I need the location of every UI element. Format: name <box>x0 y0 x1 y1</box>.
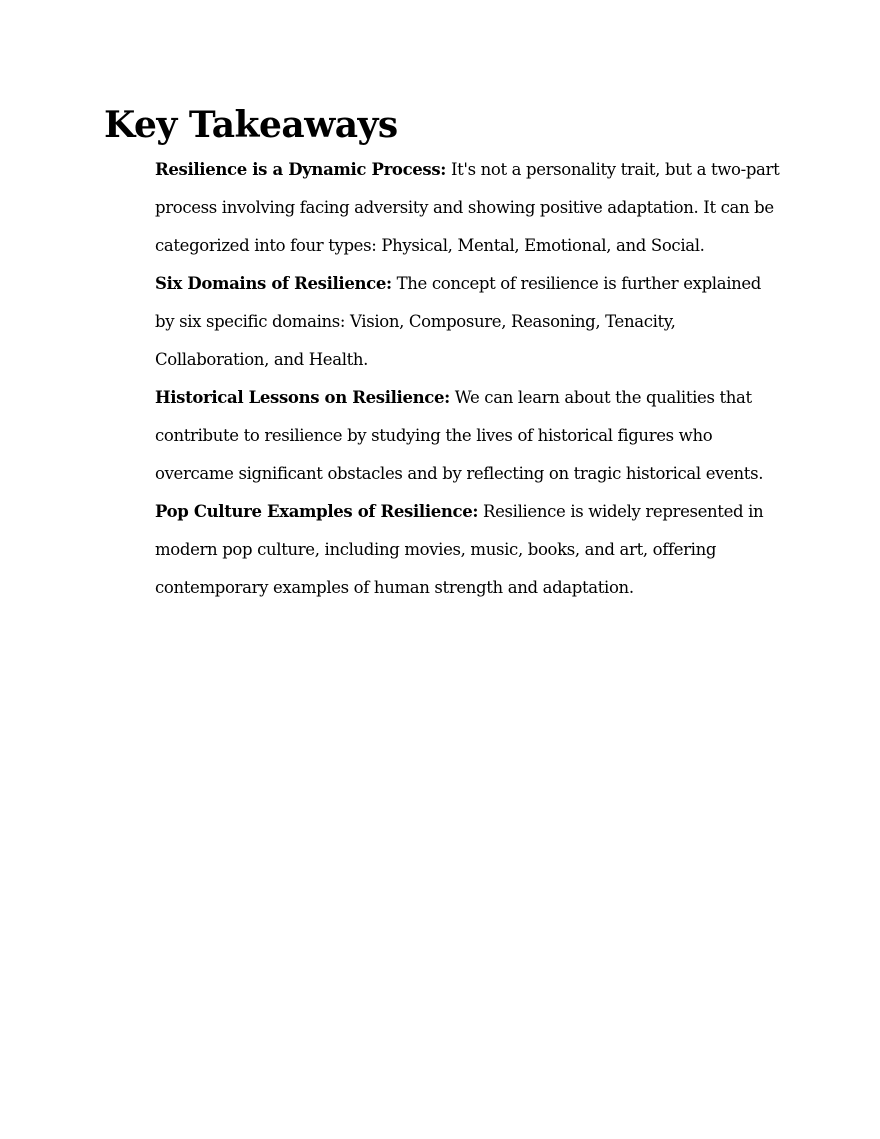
list-item <box>155 379 780 493</box>
item-text: The concept of resilience is further explained by six specific domains: Vision, Composure, Reasoning, Tenacity, Collaboration, and Health. <box>155 274 762 369</box>
page-title: Key Takeaways <box>104 104 398 146</box>
item-label: Resilience is a Dynamic Process: <box>155 160 447 179</box>
item-text: We can learn about the qualities that contribute to resilience by studying the lives of historical figures who overcame significant obstacles and by reflecting on tragic historical events. <box>155 388 764 483</box>
list-item <box>155 151 780 265</box>
list-item <box>155 493 780 607</box>
takeaways-list <box>155 151 780 607</box>
item-text: Resilience is widely represented in modern pop culture, including movies, music, books, and art, offering contemporary examples of human strength and adaptation. <box>155 502 764 597</box>
item-label: Historical Lessons on Resilience: <box>155 388 450 407</box>
item-text: It's not a personality trait, but a two-part process involving facing adversity and showing positive adaptation. It can be categorized into four types: Physical, Mental, Emotional, and Social. <box>155 160 780 255</box>
list-item <box>155 265 780 379</box>
item-label: Six Domains of Resilience: <box>155 274 392 293</box>
item-label: Pop Culture Examples of Resilience: <box>155 502 479 521</box>
